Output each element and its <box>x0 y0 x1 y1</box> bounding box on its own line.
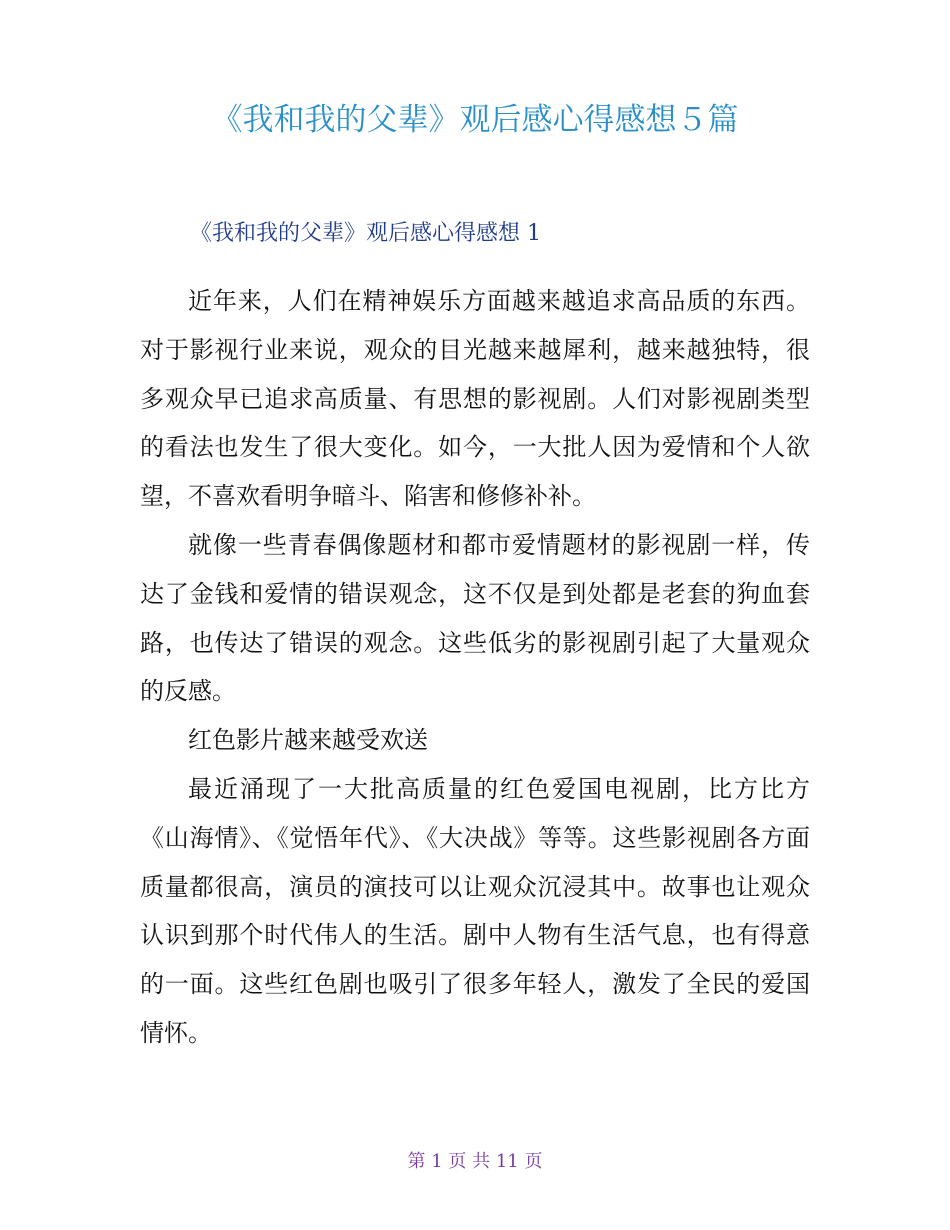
page-footer <box>0 1149 950 1175</box>
subheading-red-films: 红色影片越来越受欢送 <box>188 726 428 755</box>
paragraph-2: 就像一些青春偶像题材和都市爱情题材的影视剧一样，传达了金钱和爱情的错误观念，这不仅是到处都是老套的狗血套路，也传达了错误的观念。这些低劣的影视剧引起了大量观众的反感。 <box>140 530 810 706</box>
paragraph-3: 最近涌现了一大批高质量的红色爱国电视剧，比方比方《山海情》、《觉悟年代》、《大决战》等等。这些影视剧各方面质量都很高，演员的演技可以让观众沉浸其中。故事也让观众认识到那个时代伟人的生活。剧中人物有生活气息，也有得意的一面。这些红色剧也吸引了很多年轻人，激发了全民的爱国情怀。 <box>140 774 810 1047</box>
document-title: 《我和我的父辈》观后感心得感想５篇 <box>211 102 739 138</box>
document-body <box>140 277 810 1058</box>
paragraph-1: 近年来，人们在精神娱乐方面越来越追求高品质的东西。对于影视行业来说，观众的目光越来越犀利，越来越独特，很多观众早已追求高质量、有思想的影视剧。人们对影视剧类型的看法也发生了很大变化。如今，一大批人因为爱情和个人欲望，不喜欢看明争暗斗、陷害和修修补补。 <box>140 287 810 511</box>
section-heading: 《我和我的父辈》观后感心得感想 1 <box>190 221 541 246</box>
page-number-label: 第 1 页 共 11 页 <box>407 1151 543 1172</box>
